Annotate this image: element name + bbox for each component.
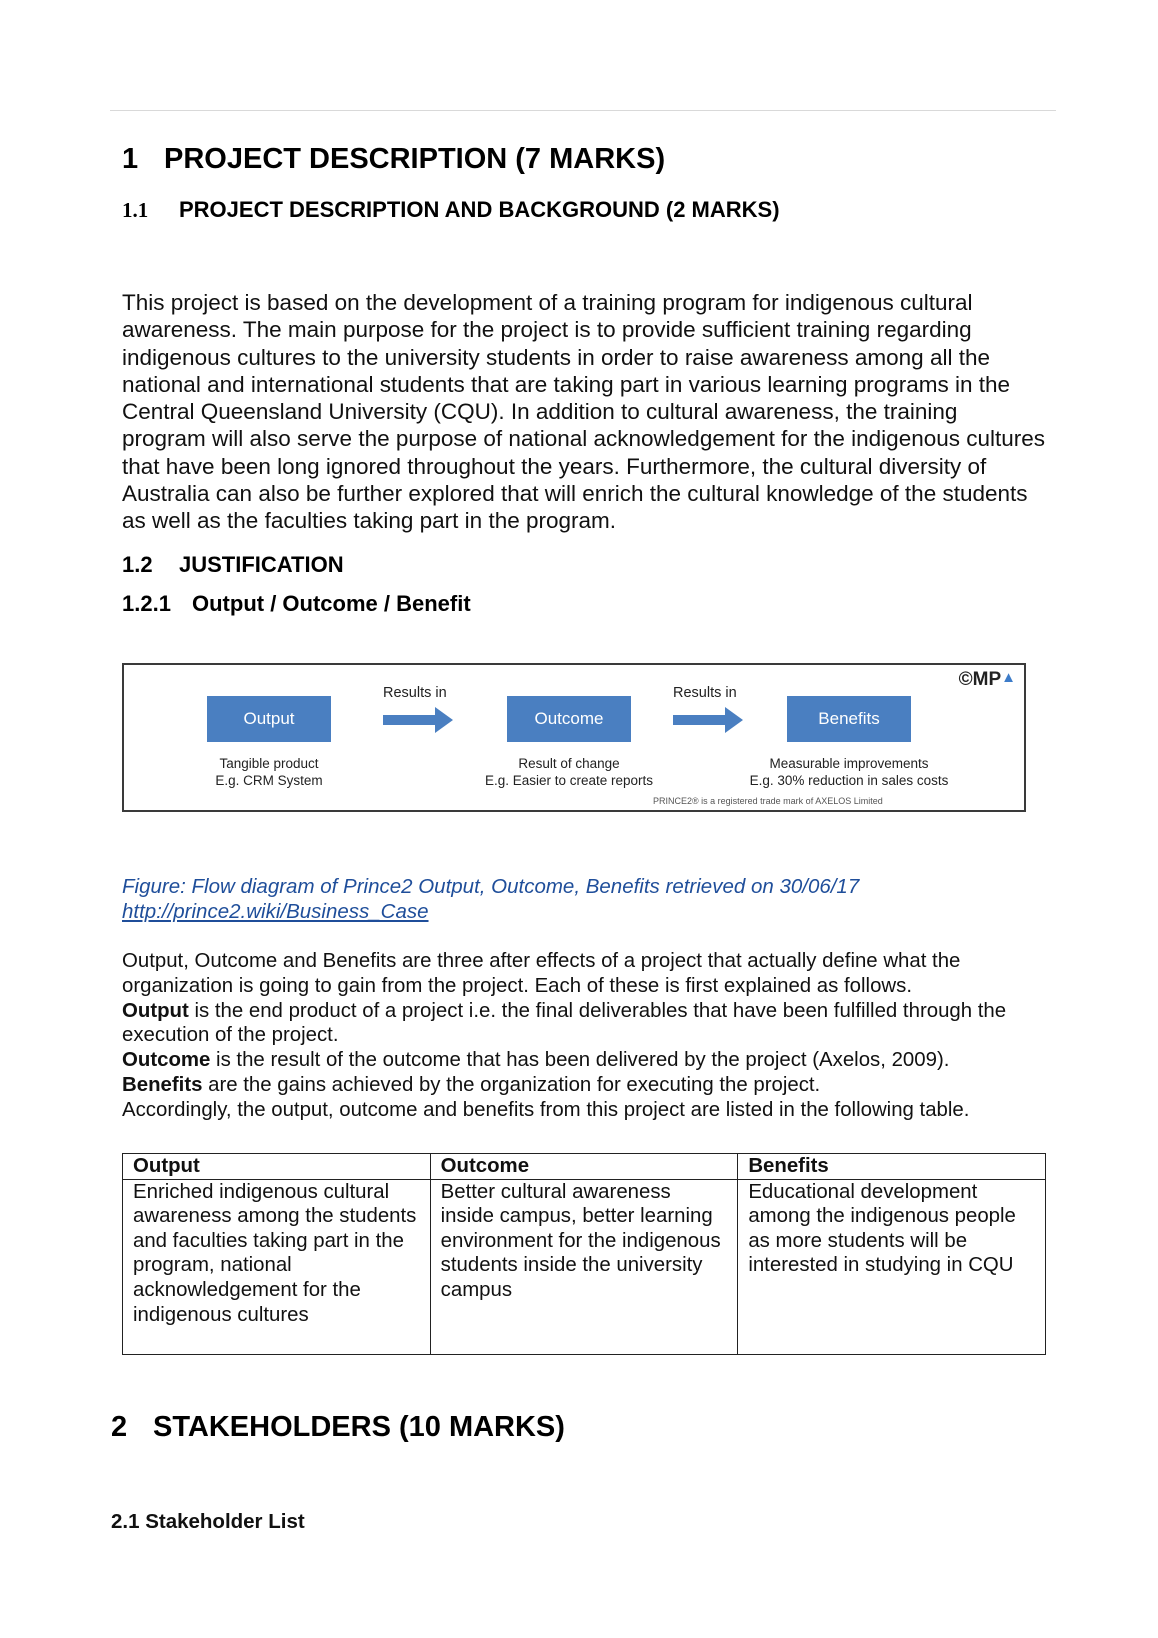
output-caption (179, 755, 359, 789)
explanation-block (122, 949, 1046, 1123)
output-caption-line-1: Tangible product (219, 756, 319, 771)
table-cell-benefits: Educational development among the indigenous people as more students will be interested in studying in CQU (738, 1179, 1046, 1354)
outcome-def-text: is the result of the outcome that has been delivered by the project (Axelos, 2009). (210, 1049, 950, 1072)
heading-section-1-1 (122, 197, 780, 223)
benefits-definition (122, 1073, 1046, 1098)
header-rule (110, 110, 1056, 111)
outcome-definition (122, 1048, 1046, 1073)
output-outcome-benefits-table (122, 1153, 1046, 1355)
arrow-label-2: Results in (673, 685, 737, 701)
heading-title: PROJECT DESCRIPTION (7 MARKS) (164, 143, 666, 175)
heading-number: 2 (111, 1411, 128, 1443)
heading-section-2-1: 2.1 Stakeholder List (111, 1510, 305, 1533)
heading-title: JUSTIFICATION (179, 552, 344, 577)
right-arrow-icon (673, 706, 745, 734)
table-cell-output: Enriched indigenous cultural awareness among the students and faculties taking part in the program, national acknowledgement for the indigenous cultures (123, 1179, 431, 1354)
cc-mp-logo: ©MP▲ (958, 669, 1016, 690)
arrow-label-1: Results in (383, 685, 447, 701)
benefits-caption-line-1: Measurable improvements (769, 756, 929, 771)
heading-section-1-2-1 (122, 591, 471, 617)
table-header-row (123, 1154, 1046, 1180)
outcome-caption (459, 755, 679, 789)
benefits-def-text: are the gains achieved by the organization for executing the project. (202, 1073, 821, 1096)
source-link[interactable]: http://prince2.wiki/Business_Case (122, 900, 429, 923)
right-arrow-icon (383, 706, 455, 734)
heading-number: 1 (122, 143, 139, 175)
copyright-icon: © (958, 669, 973, 690)
heading-title: STAKEHOLDERS (10 MARKS) (153, 1411, 565, 1443)
heading-number: 1.2 (122, 552, 153, 577)
outcome-caption-line-1: Result of change (518, 756, 620, 771)
output-caption-line-2: E.g. CRM System (215, 773, 323, 788)
table-cell-outcome: Better cultural awareness inside campus, better learning environment for the indigenous students inside the university campus (430, 1179, 738, 1354)
benefits-caption-line-2: E.g. 30% reduction in sales costs (749, 773, 949, 788)
intro-paragraph: This project is based on the development of a training program for indigenous cultural awareness. The main purpose for the project is to provide sufficient training regarding indigenous cultures to the university students in order to raise awareness among all the national and international students that are taking part in various learning programs in the Central Queensland University (CQU). In addition to cultural awareness, the training program will also serve the purpose of national acknowledgement for the indigenous cultures that have been long ignored throughout the years. Furthermore, the cultural diversity of Australia can also be further explored that will enrich the cultural knowledge of the students as well as the faculties taking part in the program. (122, 290, 1046, 534)
table-header-benefits: Benefits (738, 1154, 1046, 1180)
table-row (123, 1179, 1046, 1354)
caption-text: Figure: Flow diagram of Prince2 Output, Outcome, Benefits retrieved on 30/06/17 (122, 875, 860, 898)
output-definition (122, 999, 1046, 1049)
benefits-caption (739, 755, 959, 789)
table-header-output: Output (123, 1154, 431, 1180)
table-header-outcome: Outcome (430, 1154, 738, 1180)
trademark-note: PRINCE2® is a registered trade mark of AXELOS Limited (653, 796, 883, 806)
heading-section-1 (122, 143, 665, 176)
output-def-text: is the end product of a project i.e. the final deliverables that have been fulfilled through the execution of the project. (122, 999, 1007, 1047)
flow-diagram (122, 663, 1026, 812)
explanation-closing: Accordingly, the output, outcome and benefits from this project are listed in the following table. (122, 1098, 970, 1121)
benefits-box: Benefits (787, 696, 911, 742)
outcome-box: Outcome (507, 696, 631, 742)
outcome-term: Outcome (122, 1049, 211, 1072)
figure-caption (122, 874, 1046, 924)
heading-number: 1.1 (122, 198, 149, 222)
logo-text: MP (972, 669, 1002, 690)
heading-section-2 (111, 1411, 565, 1444)
output-box: Output (207, 696, 331, 742)
heading-title: PROJECT DESCRIPTION AND BACKGROUND (2 MARKS) (179, 197, 780, 222)
heading-section-1-2 (122, 552, 344, 578)
output-term: Output (122, 999, 189, 1022)
outcome-caption-line-2: E.g. Easier to create reports (484, 773, 654, 788)
benefits-term: Benefits (122, 1073, 203, 1096)
heading-number: 1.2.1 (122, 591, 171, 616)
heading-title: Output / Outcome / Benefit (192, 591, 471, 616)
explanation-intro: Output, Outcome and Benefits are three after effects of a project that actually define what the organization is going to gain from the project. Each of these is first explained as follows. (122, 950, 961, 997)
